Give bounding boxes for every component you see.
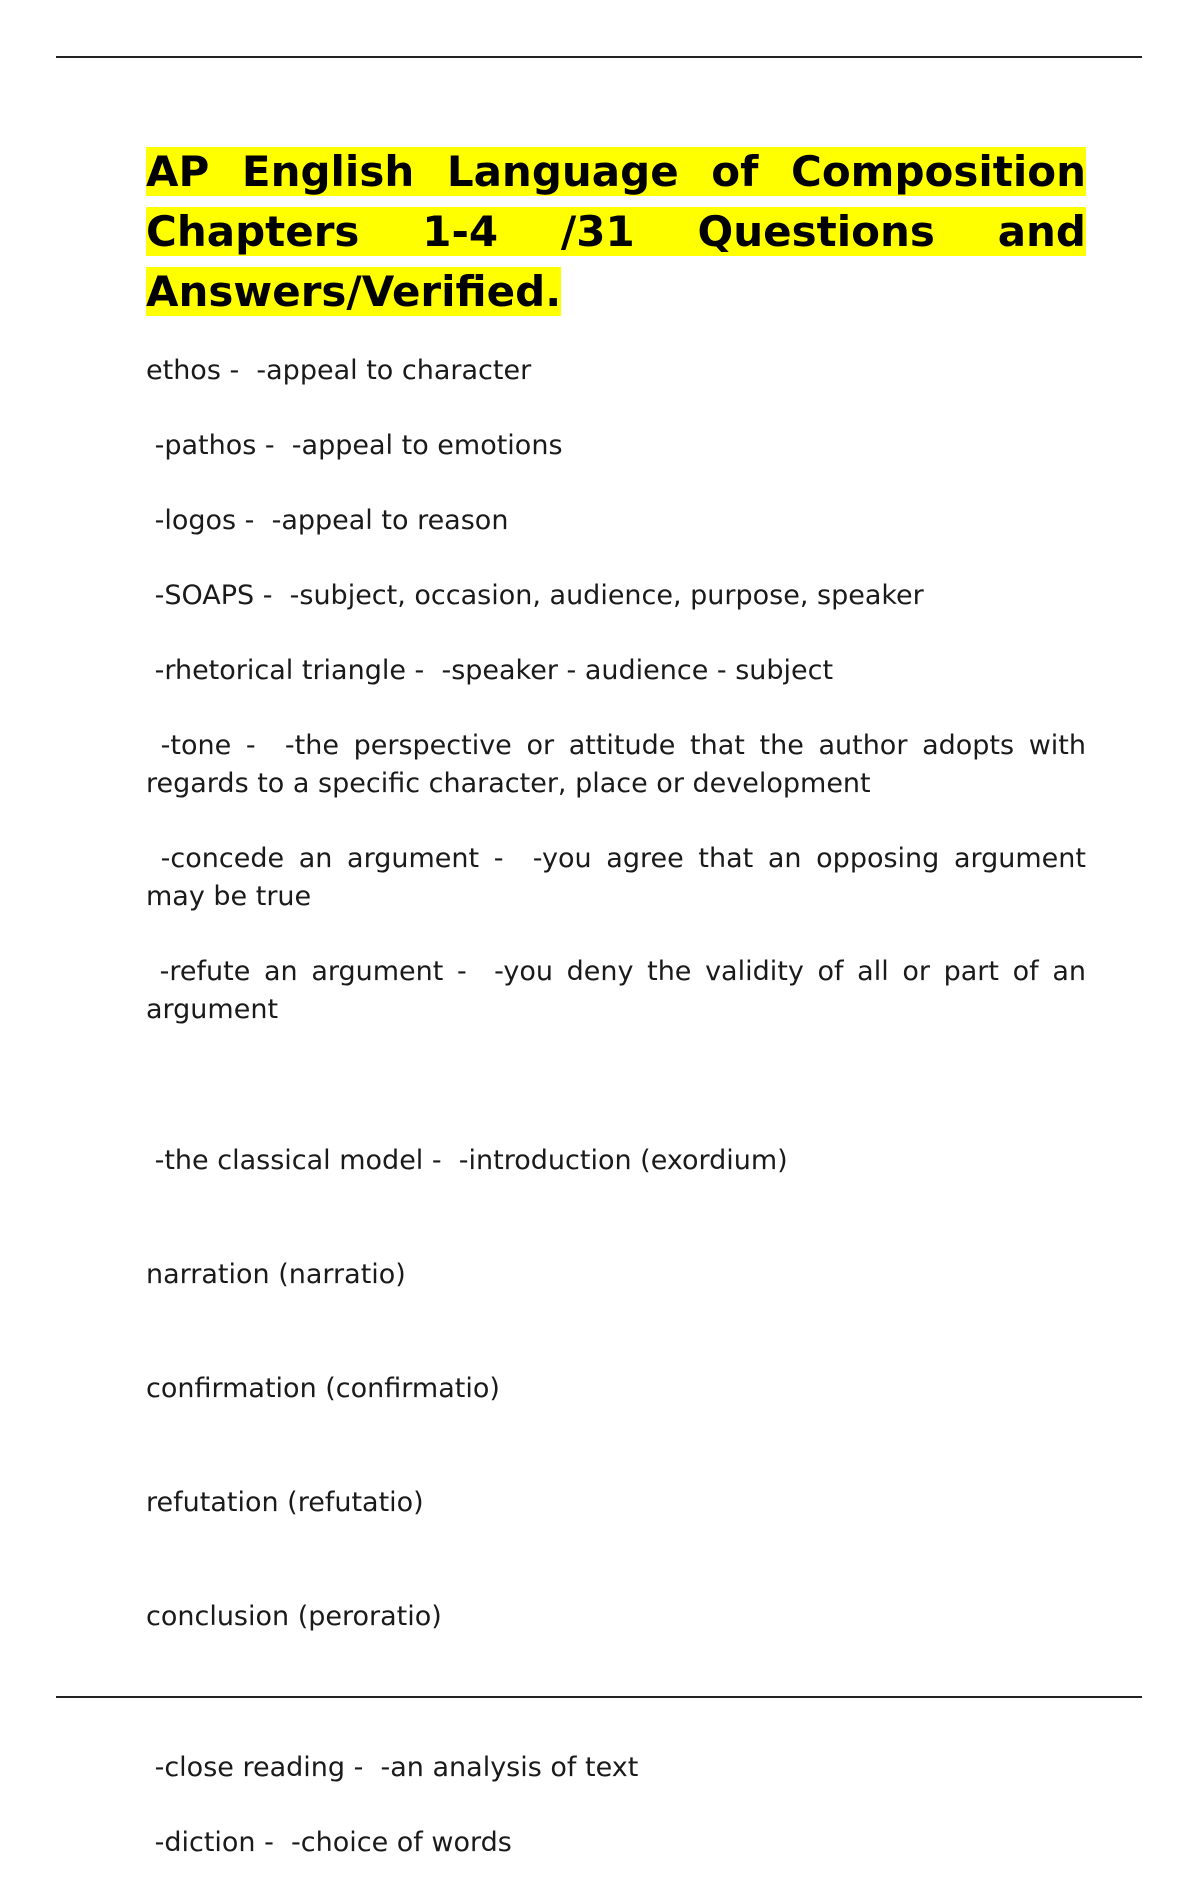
title-highlight: AP English Language of Composition Chapters 1-4 /31 Questions and Answers/Verified. — [146, 147, 1086, 316]
document-title — [146, 142, 1086, 322]
footer-rule — [56, 1696, 1142, 1698]
classical-model-line: refutation (refutatio) — [146, 1487, 424, 1518]
document-body — [146, 142, 1095, 1899]
qa-entry-soaps: -SOAPS - -subject, occasion, audience, purpose, speaker — [146, 580, 924, 611]
qa-entry-rhetorical-triangle: -rhetorical triangle - -speaker - audience - subject — [146, 655, 834, 686]
qa-entry-close-reading: -close reading - -an analysis of text — [146, 1752, 639, 1783]
qa-entry-concede-argument: -concede an argument - -you agree that an opposing argument may be true — [146, 843, 1095, 912]
qa-entry-pathos: -pathos - -appeal to emotions — [146, 430, 563, 461]
qa-entry-logos: -logos - -appeal to reason — [146, 505, 509, 536]
qa-entry-classical-model — [146, 1066, 1086, 1712]
qa-entry-refute-argument: -refute an argument - -you deny the validity of all or part of an argument — [146, 956, 1095, 1025]
qa-list — [146, 352, 1095, 1862]
classical-model-line: conclusion (peroratio) — [146, 1601, 442, 1632]
classical-model-line: confirmation (confirmatio) — [146, 1373, 500, 1404]
qa-entry-tone: -tone - -the perspective or attitude that the author adopts with regards to a specific character, place or development — [146, 730, 1095, 799]
classical-model-line: narration (narratio) — [146, 1259, 406, 1290]
qa-entry-diction: -diction - -choice of words — [146, 1827, 512, 1858]
qa-entry-ethos: ethos - -appeal to character — [146, 355, 532, 386]
header-rule — [56, 56, 1142, 58]
classical-model-line: -the classical model - -introduction (exordium) — [146, 1145, 788, 1176]
